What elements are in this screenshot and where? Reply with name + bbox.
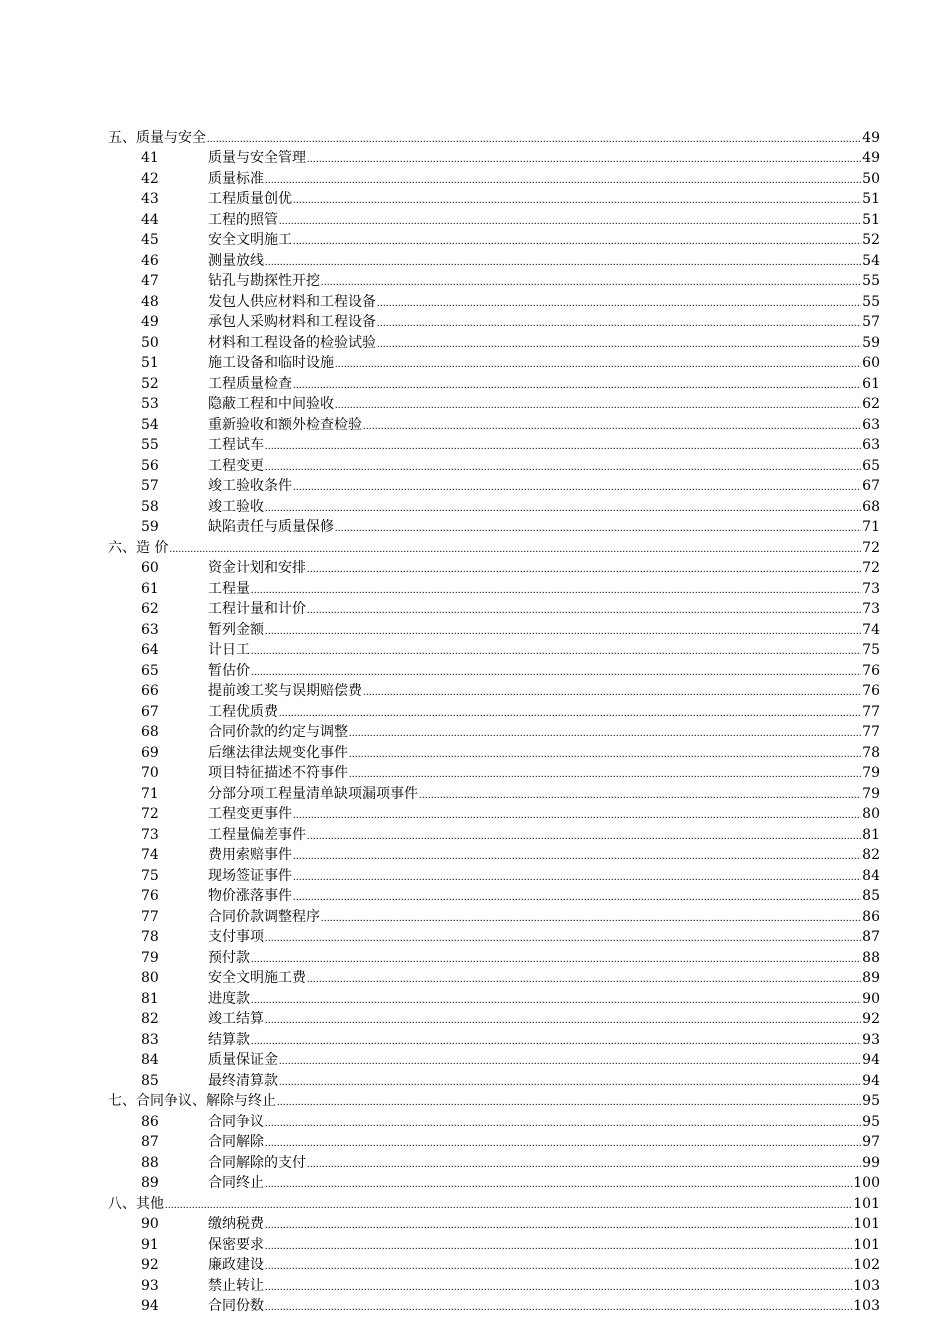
toc-chapter[interactable] — [108, 1091, 880, 1112]
toc-entry-number: 92 — [141, 1257, 159, 1273]
toc-entry[interactable] — [108, 866, 880, 887]
toc-entry[interactable] — [108, 784, 880, 805]
toc-entry-number: 70 — [141, 765, 159, 781]
dot-leader — [279, 704, 861, 725]
toc-entry[interactable] — [108, 579, 880, 600]
toc-page-number: 103 — [853, 1298, 880, 1314]
toc-entry[interactable] — [108, 374, 880, 395]
toc-entry-number: 52 — [141, 375, 159, 392]
toc-entry[interactable] — [108, 230, 880, 251]
toc-entry[interactable] — [108, 620, 880, 641]
toc-page-number: 50 — [862, 170, 880, 187]
dot-leader — [349, 724, 861, 745]
toc-entry[interactable] — [108, 968, 880, 989]
dot-leader — [265, 1175, 852, 1196]
dot-leader — [251, 642, 861, 663]
toc-page-number: 49 — [862, 150, 880, 166]
toc-entry-title: 现场签证事件 — [208, 867, 292, 884]
toc-chapter[interactable] — [108, 538, 880, 559]
toc-page-number: 85 — [862, 888, 880, 904]
toc-entry-title: 合同终止 — [208, 1175, 264, 1191]
toc-entry[interactable] — [108, 804, 880, 825]
toc-entry-number: 68 — [141, 724, 159, 740]
toc-entry-title: 材料和工程设备的检验试验 — [208, 334, 376, 351]
toc-entry[interactable] — [108, 333, 880, 354]
toc-page-number: 72 — [862, 560, 880, 576]
toc-entry[interactable] — [108, 558, 880, 579]
toc-entry-title: 工程量偏差事件 — [208, 826, 306, 843]
toc-entry-title: 合同价款的约定与调整 — [208, 724, 348, 740]
dot-leader — [265, 1134, 861, 1155]
toc-page-number: 63 — [862, 437, 880, 453]
toc-entry-number: 85 — [141, 1072, 159, 1089]
dot-leader — [307, 1155, 861, 1176]
toc-page-number: 76 — [862, 683, 880, 699]
toc-entry-number: 78 — [141, 929, 159, 945]
toc-page-number: 99 — [862, 1154, 880, 1171]
toc-entry-number: 93 — [141, 1277, 159, 1294]
toc-entry-number: 76 — [141, 888, 159, 904]
toc-entry-title: 承包人采购材料和工程设备 — [208, 314, 376, 330]
toc-entry-number: 81 — [141, 990, 159, 1007]
dot-leader — [251, 991, 861, 1012]
dot-leader — [307, 560, 861, 581]
toc-entry-title: 施工设备和临时设施 — [208, 355, 334, 371]
toc-entry-number: 84 — [141, 1052, 159, 1068]
toc-entry-number: 88 — [141, 1154, 159, 1171]
toc-entry-title: 合同争议 — [208, 1113, 264, 1130]
toc-page-number: 101 — [853, 1236, 880, 1253]
toc-entry-title: 安全文明施工费 — [208, 970, 306, 986]
dot-leader — [265, 1216, 852, 1237]
toc-entry-number: 43 — [141, 191, 159, 207]
toc-entry[interactable] — [108, 1235, 880, 1256]
toc-entry-number: 90 — [141, 1216, 159, 1232]
toc-entry-number: 58 — [141, 498, 159, 515]
toc-entry-number: 94 — [141, 1298, 159, 1314]
dot-leader — [265, 1257, 852, 1278]
toc-entry-number: 49 — [141, 314, 159, 330]
toc-entry-title: 禁止转让 — [208, 1277, 264, 1294]
toc-entry[interactable] — [108, 1214, 880, 1235]
toc-entry-title: 暂估价 — [208, 662, 250, 679]
toc-entry-title: 保密要求 — [208, 1236, 264, 1253]
dot-leader — [165, 1196, 852, 1217]
toc-entry[interactable] — [108, 599, 880, 620]
toc-entry-number: 54 — [141, 416, 159, 433]
toc-page-number: 67 — [862, 478, 880, 494]
toc-chapter-title: 七、合同争议、解除与终止 — [108, 1093, 276, 1109]
toc-entry[interactable] — [108, 435, 880, 456]
toc-entry-title: 工程优质费 — [208, 703, 278, 720]
toc-entry-number: 87 — [141, 1134, 159, 1150]
toc-page-number: 82 — [862, 847, 880, 863]
toc-page-number: 63 — [862, 416, 880, 433]
toc-entry-number: 91 — [141, 1236, 159, 1253]
toc-entry[interactable] — [108, 456, 880, 477]
dot-leader — [335, 396, 861, 417]
dot-leader — [293, 868, 861, 889]
toc-entry-title: 竣工结算 — [208, 1011, 264, 1027]
toc-entry-title: 钻孔与勘探性开挖 — [208, 273, 320, 289]
dot-leader — [279, 212, 861, 233]
toc-chapter[interactable] — [108, 128, 880, 149]
toc-page-number: 92 — [862, 1011, 880, 1027]
toc-page-number: 97 — [862, 1134, 880, 1150]
toc-entry-title: 项目特征描述不符事件 — [208, 765, 348, 781]
dot-leader — [419, 786, 861, 807]
toc-page-number: 59 — [862, 334, 880, 351]
dot-leader — [265, 1298, 852, 1319]
toc-page-number: 95 — [862, 1113, 880, 1130]
toc-page-number: 94 — [862, 1072, 880, 1089]
toc-page-number: 90 — [862, 990, 880, 1007]
dot-leader — [279, 1052, 861, 1073]
toc-entry[interactable] — [108, 1050, 880, 1071]
toc-entry[interactable] — [108, 722, 880, 743]
toc-page-number: 103 — [853, 1277, 880, 1294]
dot-leader — [265, 929, 861, 950]
toc-page-number: 100 — [853, 1175, 880, 1191]
toc-page-number: 101 — [853, 1195, 880, 1212]
toc-page-number: 55 — [862, 293, 880, 310]
toc-entry-title: 竣工验收条件 — [208, 478, 292, 494]
toc-entry-title: 暂列金额 — [208, 621, 264, 638]
toc-entry[interactable] — [108, 517, 880, 538]
toc-page-number: 87 — [862, 929, 880, 945]
toc-entry-title: 合同份数 — [208, 1298, 264, 1314]
toc-entry[interactable] — [108, 1276, 880, 1297]
toc-page-number: 94 — [862, 1052, 880, 1068]
dot-leader — [307, 601, 861, 622]
toc-entry[interactable] — [108, 948, 880, 969]
toc-entry[interactable] — [108, 825, 880, 846]
dot-leader — [377, 335, 861, 356]
toc-entry-number: 41 — [141, 150, 159, 166]
toc-entry-title: 分部分项工程量清单缺项漏项事件 — [208, 785, 418, 802]
toc-entry-title: 安全文明施工 — [208, 232, 292, 248]
toc-entry[interactable] — [108, 927, 880, 948]
dot-leader — [293, 888, 861, 909]
toc-entry-title: 资金计划和安排 — [208, 560, 306, 576]
toc-entry-number: 83 — [141, 1031, 159, 1048]
toc-page-number: 93 — [862, 1031, 880, 1048]
dot-leader — [265, 171, 861, 192]
toc-entry[interactable] — [108, 661, 880, 682]
toc-chapter-title: 五、质量与安全 — [108, 129, 206, 146]
toc-entry-number: 50 — [141, 334, 159, 351]
dot-leader — [349, 745, 861, 766]
dot-leader — [321, 909, 861, 930]
toc-entry-number: 63 — [141, 621, 159, 638]
toc-entry-title: 工程量 — [208, 580, 250, 597]
dot-leader — [265, 1237, 852, 1258]
dot-leader — [293, 232, 861, 253]
toc-entry-number: 72 — [141, 806, 159, 822]
toc-entry[interactable] — [108, 1009, 880, 1030]
dot-leader — [265, 1114, 861, 1135]
toc-entry-title: 预付款 — [208, 949, 250, 966]
toc-entry-title: 工程的照管 — [208, 211, 278, 228]
toc-page-number: 49 — [862, 129, 880, 146]
dot-leader — [293, 478, 861, 499]
toc-entry[interactable] — [108, 415, 880, 436]
toc-page-number: 79 — [862, 785, 880, 802]
toc-entry-number: 47 — [141, 273, 159, 289]
toc-entry-number: 66 — [141, 683, 159, 699]
toc-entry[interactable] — [108, 845, 880, 866]
toc-entry[interactable] — [108, 702, 880, 723]
toc-entry-title: 质量保证金 — [208, 1052, 278, 1068]
dot-leader — [265, 499, 861, 520]
toc-page-number: 71 — [862, 519, 880, 535]
toc-entry-title: 缴纳税费 — [208, 1216, 264, 1232]
toc-chapter-title: 八、其他 — [108, 1195, 164, 1212]
toc-entry-number: 86 — [141, 1113, 159, 1130]
dot-leader — [251, 1032, 861, 1053]
toc-page-number: 89 — [862, 970, 880, 986]
toc-entry-number: 77 — [141, 908, 159, 925]
toc-entry-number: 74 — [141, 847, 159, 863]
toc-page-number: 57 — [862, 314, 880, 330]
toc-entry-number: 79 — [141, 949, 159, 966]
dot-leader — [307, 150, 861, 171]
toc-entry[interactable] — [108, 989, 880, 1010]
dot-leader — [265, 253, 861, 274]
dot-leader — [293, 191, 861, 212]
toc-page-number: 51 — [862, 191, 880, 207]
dot-leader — [169, 540, 861, 561]
toc-entry[interactable] — [108, 763, 880, 784]
dot-leader — [265, 1011, 861, 1032]
toc-entry-title: 隐蔽工程和中间验收 — [208, 396, 334, 412]
toc-page-number: 73 — [862, 601, 880, 617]
toc-entry[interactable] — [108, 169, 880, 190]
toc-entry[interactable] — [108, 1071, 880, 1092]
toc-entry-number: 45 — [141, 232, 159, 248]
toc-entry-title: 质量与安全管理 — [208, 150, 306, 166]
table-of-contents — [108, 128, 880, 1317]
toc-entry-number: 57 — [141, 478, 159, 494]
dot-leader — [279, 1073, 861, 1094]
toc-entry[interactable] — [108, 497, 880, 518]
toc-entry-title: 后继法律法规变化事件 — [208, 744, 348, 761]
toc-chapter[interactable] — [108, 1194, 880, 1215]
toc-entry-title: 重新验收和额外检查检验 — [208, 416, 362, 433]
toc-entry[interactable] — [108, 476, 880, 497]
toc-page-number: 72 — [862, 539, 880, 556]
toc-entry[interactable] — [108, 251, 880, 272]
toc-entry-number: 67 — [141, 703, 159, 720]
toc-entry[interactable] — [108, 1173, 880, 1194]
toc-page-number: 95 — [862, 1093, 880, 1109]
toc-entry[interactable] — [108, 148, 880, 169]
toc-entry-number: 44 — [141, 211, 159, 228]
dot-leader — [335, 519, 861, 540]
dot-leader — [307, 970, 861, 991]
toc-entry-number: 53 — [141, 396, 159, 412]
toc-page-number: 86 — [862, 908, 880, 925]
dot-leader — [349, 765, 861, 786]
dot-leader — [377, 314, 861, 335]
dot-leader — [293, 847, 861, 868]
toc-entry[interactable] — [108, 640, 880, 661]
toc-entry-number: 65 — [141, 662, 159, 679]
toc-page-number: 78 — [862, 744, 880, 761]
toc-page-number: 73 — [862, 580, 880, 597]
dot-leader — [307, 827, 861, 848]
toc-page-number: 88 — [862, 949, 880, 966]
toc-page-number: 80 — [862, 806, 880, 822]
toc-entry-number: 56 — [141, 457, 159, 474]
toc-entry-title: 工程变更事件 — [208, 806, 292, 822]
toc-page-number: 77 — [862, 724, 880, 740]
toc-entry-title: 工程计量和计价 — [208, 601, 306, 617]
toc-entry-title: 支付事项 — [208, 929, 264, 945]
dot-leader — [293, 806, 861, 827]
toc-page-number: 84 — [862, 867, 880, 884]
dot-leader — [265, 1278, 852, 1299]
toc-page-number: 55 — [862, 273, 880, 289]
dot-leader — [363, 417, 861, 438]
toc-chapter-title: 六、造 价 — [108, 539, 169, 556]
toc-entry-number: 75 — [141, 867, 159, 884]
toc-entry-title: 缺陷责任与质量保修 — [208, 519, 334, 535]
toc-page-number: 52 — [862, 232, 880, 248]
toc-entry[interactable] — [108, 210, 880, 231]
toc-entry[interactable] — [108, 1255, 880, 1276]
toc-entry-number: 61 — [141, 580, 159, 597]
toc-entry[interactable] — [108, 1112, 880, 1133]
toc-entry[interactable] — [108, 907, 880, 928]
dot-leader — [293, 376, 861, 397]
toc-entry-number: 42 — [141, 170, 159, 187]
dot-leader — [265, 437, 861, 458]
toc-entry-title: 工程质量创优 — [208, 191, 292, 207]
dot-leader — [321, 273, 861, 294]
dot-leader — [207, 130, 861, 151]
toc-entry-number: 64 — [141, 642, 159, 658]
toc-entry-title: 结算款 — [208, 1031, 250, 1048]
toc-entry-number: 62 — [141, 601, 159, 617]
toc-entry[interactable] — [108, 292, 880, 313]
dot-leader — [251, 950, 861, 971]
toc-entry-number: 59 — [141, 519, 159, 535]
toc-page-number: 68 — [862, 498, 880, 515]
toc-entry-title: 发包人供应材料和工程设备 — [208, 293, 376, 310]
toc-page-number: 51 — [862, 211, 880, 228]
toc-entry-number: 48 — [141, 293, 159, 310]
dot-leader — [265, 458, 861, 479]
toc-entry-title: 合同解除的支付 — [208, 1154, 306, 1171]
toc-entry[interactable] — [108, 189, 880, 210]
toc-entry[interactable] — [108, 1132, 880, 1153]
toc-entry[interactable] — [108, 1153, 880, 1174]
toc-page-number: 61 — [862, 375, 880, 392]
toc-page-number: 62 — [862, 396, 880, 412]
toc-page-number: 101 — [853, 1216, 880, 1232]
toc-entry-title: 廉政建设 — [208, 1257, 264, 1273]
toc-entry-number: 89 — [141, 1175, 159, 1191]
toc-entry-number: 55 — [141, 437, 159, 453]
dot-leader — [251, 663, 861, 684]
dot-leader — [363, 683, 861, 704]
toc-page-number: 65 — [862, 457, 880, 474]
toc-entry[interactable] — [108, 312, 880, 333]
toc-page-number: 81 — [862, 826, 880, 843]
toc-entry[interactable] — [108, 353, 880, 374]
toc-entry-title: 工程试车 — [208, 437, 264, 453]
toc-entry-number: 69 — [141, 744, 159, 761]
toc-entry-title: 最终清算款 — [208, 1072, 278, 1089]
toc-entry-title: 竣工验收 — [208, 498, 264, 515]
toc-page-number: 75 — [862, 642, 880, 658]
toc-entry-number: 60 — [141, 560, 159, 576]
toc-page-number: 102 — [853, 1257, 880, 1273]
toc-page-number: 60 — [862, 355, 880, 371]
toc-entry-number: 82 — [141, 1011, 159, 1027]
dot-leader — [277, 1093, 861, 1114]
toc-entry[interactable] — [108, 886, 880, 907]
toc-entry-number: 73 — [141, 826, 159, 843]
dot-leader — [251, 581, 861, 602]
toc-entry-title: 工程变更 — [208, 457, 264, 474]
toc-entry-title: 质量标准 — [208, 170, 264, 187]
toc-entry-title: 进度款 — [208, 990, 250, 1007]
toc-entry-number: 71 — [141, 785, 159, 802]
dot-leader — [265, 622, 861, 643]
toc-page-number: 76 — [862, 662, 880, 679]
toc-entry-number: 46 — [141, 252, 159, 269]
toc-page-number: 54 — [862, 252, 880, 269]
toc-entry[interactable] — [108, 394, 880, 415]
dot-leader — [377, 294, 861, 315]
dot-leader — [335, 355, 861, 376]
toc-entry[interactable] — [108, 743, 880, 764]
toc-entry-title: 费用索赔事件 — [208, 847, 292, 863]
toc-entry[interactable] — [108, 1030, 880, 1051]
toc-entry-number: 51 — [141, 355, 159, 371]
toc-entry-title: 物价涨落事件 — [208, 888, 292, 904]
toc-entry-title: 计日工 — [208, 642, 250, 658]
toc-page-number: 74 — [862, 621, 880, 638]
toc-entry-title: 提前竣工奖与误期赔偿费 — [208, 683, 362, 699]
toc-entry-title: 合同解除 — [208, 1134, 264, 1150]
toc-entry[interactable] — [108, 271, 880, 292]
toc-page-number: 77 — [862, 703, 880, 720]
toc-page-number: 79 — [862, 765, 880, 781]
toc-entry-title: 合同价款调整程序 — [208, 908, 320, 925]
toc-entry-title: 测量放线 — [208, 252, 264, 269]
toc-entry[interactable] — [108, 681, 880, 702]
toc-entry-number: 80 — [141, 970, 159, 986]
toc-entry-title: 工程质量检查 — [208, 375, 292, 392]
toc-entry[interactable] — [108, 1296, 880, 1317]
